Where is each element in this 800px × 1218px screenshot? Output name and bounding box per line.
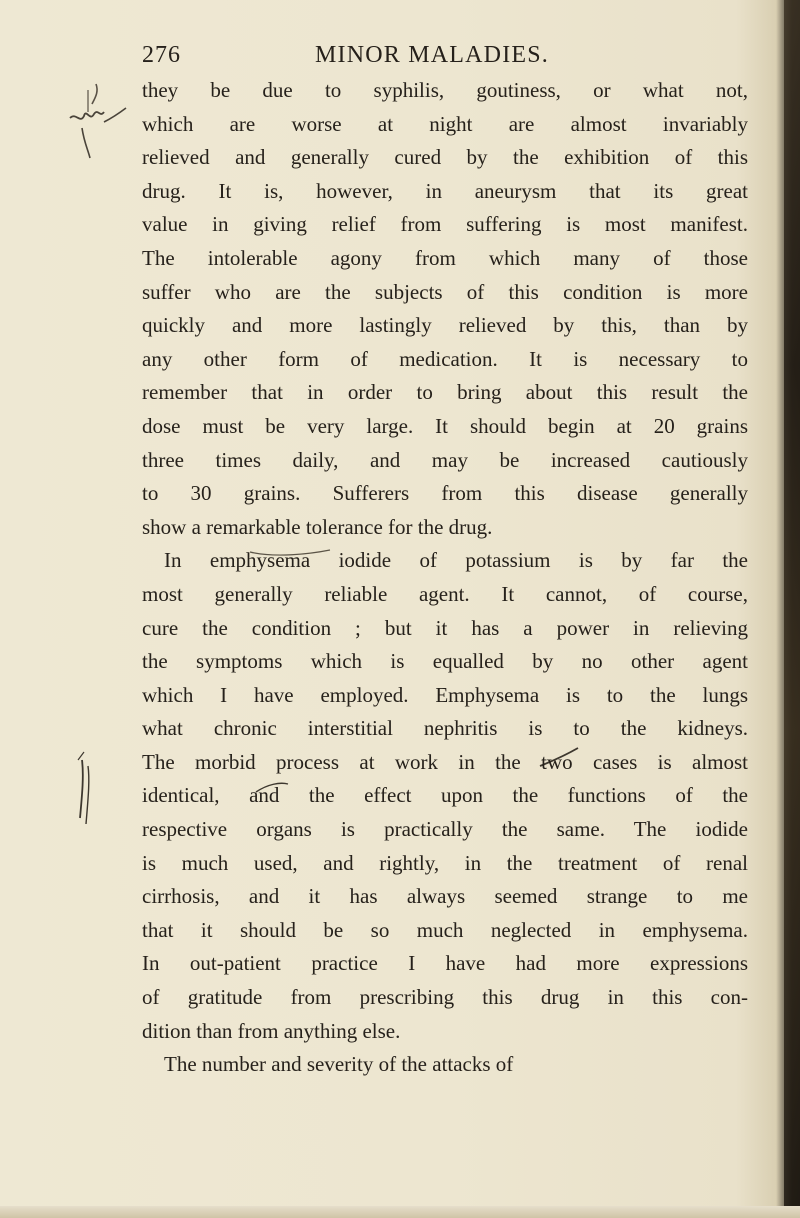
text-line: dose must be very large. It should begin at 20 grains	[142, 413, 748, 438]
text-line: relieved and generally cured by the exhibition of this	[142, 145, 748, 170]
text-line: identical, and the effect upon the functions of the	[142, 783, 748, 808]
text-line: what chronic interstitial nephritis is to the kidneys.	[142, 716, 748, 741]
text-line: quickly and more lastingly relieved by this, than by	[142, 313, 748, 338]
chapter-title: MINOR MALADIES.	[315, 42, 549, 68]
text-line: they be due to syphilis, goutiness, or what not,	[142, 78, 748, 102]
text-line: The number and severity of the attacks of	[164, 1052, 514, 1077]
text-line: cure the condition ; but it has a power in relieving	[142, 615, 748, 640]
text-line: which are worse at night are almost invariably	[142, 111, 748, 136]
page-number: 276	[142, 42, 181, 68]
text-line: of gratitude from prescribing this drug in this con-	[142, 985, 748, 1010]
text-line: which I have employed. Emphysema is to the lungs	[142, 682, 748, 707]
text-line: The morbid process at work in the two cases is almost	[142, 749, 748, 774]
text-line: dition than from anything else.	[142, 1018, 401, 1043]
text-line: is much used, and rightly, in the treatment of renal	[142, 850, 748, 875]
text-line: most generally reliable agent. It cannot, of course,	[142, 581, 748, 606]
text-line: to 30 grains. Sufferers from this disease generally	[142, 481, 748, 506]
text-line: The intolerable agony from which many of those	[142, 245, 748, 270]
text-line: drug. It is, however, in aneurysm that its great	[142, 178, 748, 203]
text-line: three times daily, and may be increased cautiously	[142, 447, 748, 472]
text-line: remember that in order to bring about this result the	[142, 380, 748, 405]
text-line: respective organs is practically the same. The iodide	[142, 817, 748, 842]
page-edge-shadow	[784, 0, 800, 1218]
text-line: show a remarkable tolerance for the drug.	[142, 514, 493, 539]
text-line: value in giving relief from suffering is most manifest.	[142, 212, 748, 237]
text-line: that it should be so much neglected in emphysema.	[142, 917, 748, 942]
pencil-marginalia-top	[68, 78, 128, 198]
text-line: suffer who are the subjects of this condition is more	[142, 279, 748, 304]
text-line: In emphysema iodide of potassium is by far the	[164, 548, 748, 573]
pencil-marginalia-bracket	[60, 700, 110, 840]
body-text	[142, 74, 748, 1082]
page-bottom-edge	[0, 1206, 800, 1218]
running-header	[142, 42, 742, 78]
text-line: In out-patient practice I have had more expressions	[142, 951, 748, 976]
text-line: the symptoms which is equalled by no other agent	[142, 649, 748, 674]
text-line: cirrhosis, and it has always seemed strange to me	[142, 884, 748, 909]
text-line: any other form of medication. It is necessary to	[142, 346, 748, 371]
